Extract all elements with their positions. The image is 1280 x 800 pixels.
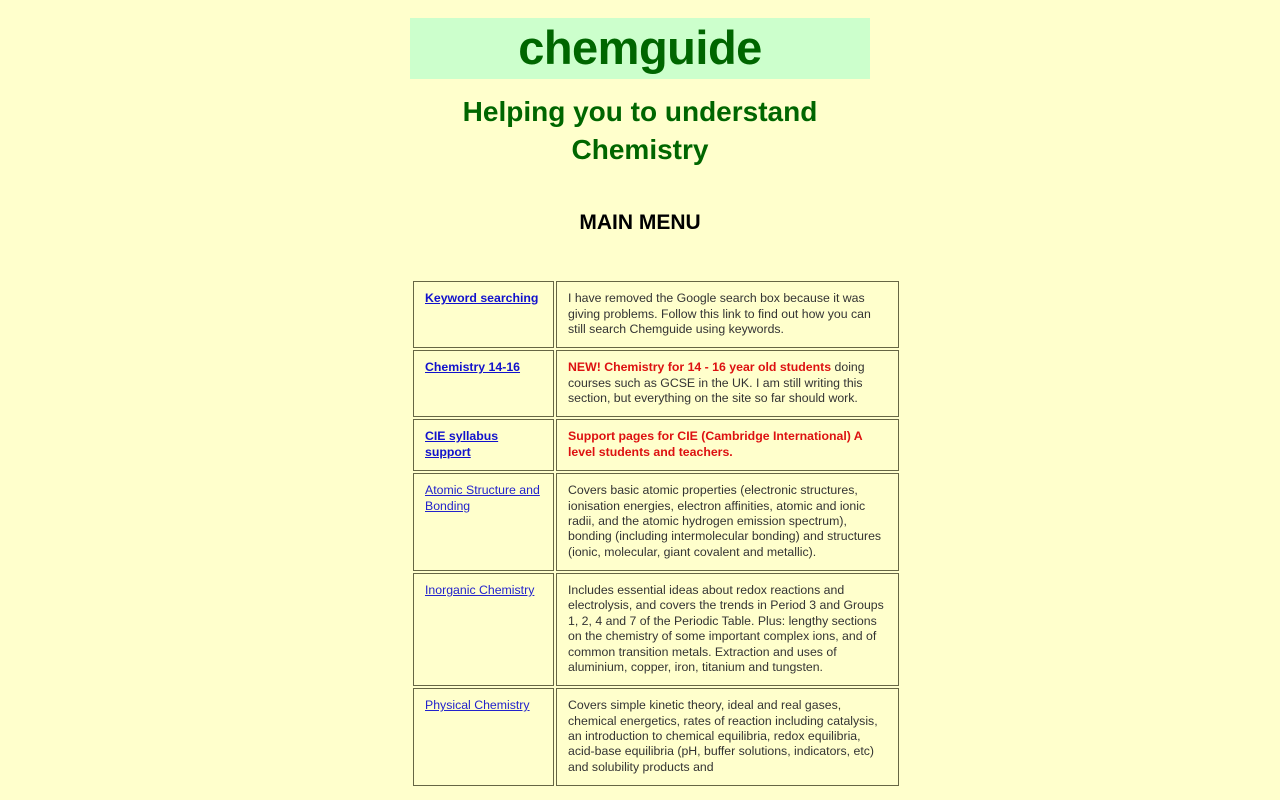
menu-description-cell [556, 281, 899, 348]
menu-description-cell [556, 419, 899, 471]
menu-link-cell [413, 473, 554, 571]
menu-link-cell [413, 419, 554, 471]
menu-description-text: I have removed the Google search box because it was giving problems. Follow this link to find out how you can still search Chemguide using keywords. [568, 291, 871, 336]
main-menu-heading: MAIN MENU [579, 211, 701, 235]
menu-description-text: Covers simple kinetic theory, ideal and real gases, chemical energetics, rates of reaction including catalysis, an introduction to chemical equilibria, redox equilibria, acid-base equilibria (pH, buffer solutions, indicators, etc) and solubility products and [568, 698, 878, 774]
menu-link-atomic-structure-and-bonding[interactable]: Atomic Structure and Bonding [425, 483, 540, 513]
page-root [0, 18, 1280, 788]
menu-description-cell [556, 573, 899, 686]
site-title: chemguide [518, 21, 762, 74]
menu-link-cell [413, 573, 554, 686]
table-row [413, 688, 899, 786]
menu-link-chemistry-14-16[interactable]: Chemistry 14-16 [425, 360, 521, 375]
menu-highlight-text: Support pages for CIE (Cambridge International) A level students and teachers. [568, 429, 863, 459]
menu-link-physical-chemistry[interactable]: Physical Chemistry [425, 698, 530, 713]
menu-link-cell [413, 281, 554, 348]
menu-description-text: Covers basic atomic properties (electronic structures, ionisation energies, electron affinities, atomic and ionic radii, and the atomic hydrogen emission spectrum), bonding (including intermolecular bonding) and structures (ionic, molecular, giant covalent and metallic). [568, 483, 882, 559]
table-row [413, 281, 899, 348]
menu-description-text: doing courses such as GCSE in the UK. I am still writing this section, but everything on the site so far should work. [568, 360, 865, 405]
table-row [413, 419, 899, 471]
table-row [413, 473, 899, 571]
menu-link-cell [413, 688, 554, 786]
menu-link-inorganic-chemistry[interactable]: Inorganic Chemistry [425, 583, 535, 598]
menu-description-cell [556, 350, 899, 417]
main-menu-table [411, 279, 901, 788]
menu-description-text: Includes essential ideas about redox reactions and electrolysis, and covers the trends in Period 3 and Groups 1, 2, 4 and 7 of the Periodic Table. Plus: lengthy sections on the chemistry of some important complex ions, and of common transition metals. Extraction and uses of aluminium, copper, iron, titanium and tungsten. [568, 583, 884, 674]
site-banner [410, 18, 870, 79]
table-row [413, 573, 899, 686]
main-menu-table-container [411, 279, 884, 788]
menu-highlight-text: NEW! Chemistry for 14 - 16 year old students [568, 360, 832, 375]
table-row [413, 350, 899, 417]
site-tagline: Helping you to understand Chemistry [462, 96, 818, 166]
menu-description-cell [556, 688, 899, 786]
menu-description-cell [556, 473, 899, 571]
menu-link-cell [413, 350, 554, 417]
menu-link-keyword-searching[interactable]: Keyword searching [425, 291, 539, 306]
menu-link-cie-syllabus-support[interactable]: CIE syllabus support [425, 429, 499, 459]
